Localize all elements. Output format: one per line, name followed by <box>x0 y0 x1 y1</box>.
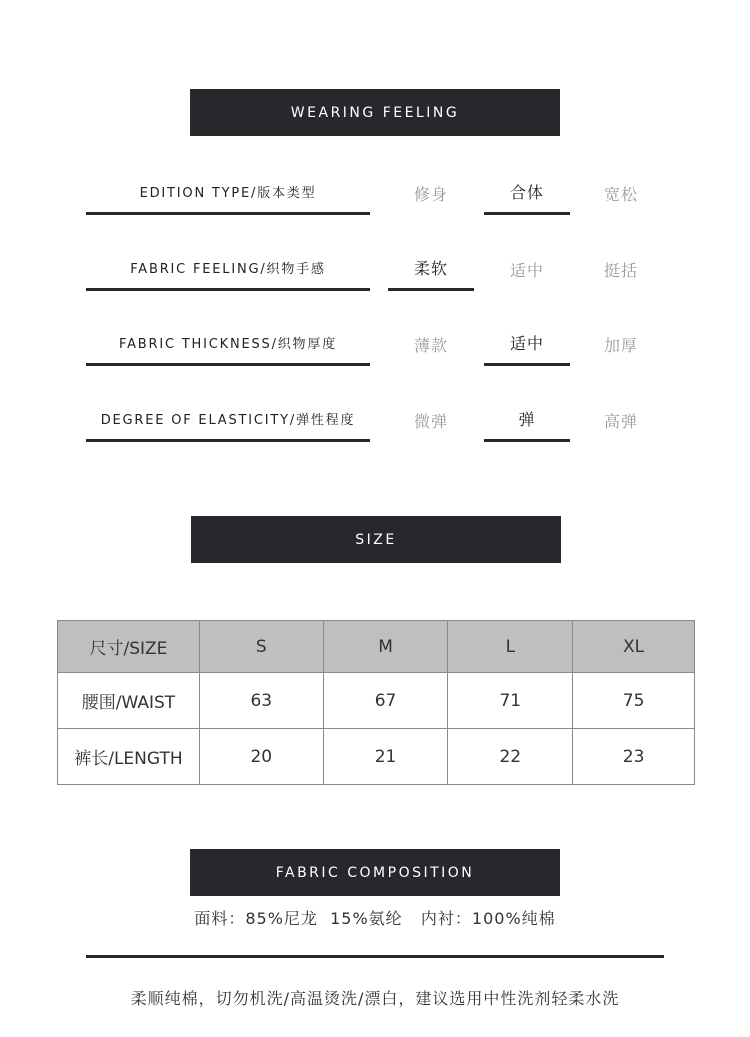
size-cell: 20 <box>199 729 323 785</box>
feeling-option: 宽松 <box>603 184 638 204</box>
feeling-option-selected: 弹 <box>484 398 570 442</box>
table-row <box>58 673 695 729</box>
feeling-option-selected: 合体 <box>484 171 570 215</box>
divider <box>86 955 664 958</box>
feeling-option: 挺括 <box>603 260 638 280</box>
feeling-row-edition-type <box>0 171 750 215</box>
feeling-option: 修身 <box>413 184 448 204</box>
size-header-cell: 尺寸/SIZE <box>58 621 200 673</box>
feeling-row-elasticity <box>0 398 750 442</box>
size-header-cell: S <box>199 621 323 673</box>
feeling-row-fabric-feeling <box>0 247 750 291</box>
size-table-header-row <box>58 621 695 673</box>
size-header-cell: L <box>448 621 573 673</box>
table-row <box>58 729 695 785</box>
composition-text: 面料：85%尼龙 15%氨纶 内衬：100%纯棉 <box>194 909 556 928</box>
feeling-label: DEGREE OF ELASTICITY/弹性程度 <box>86 398 370 442</box>
size-cell: 63 <box>199 673 323 729</box>
size-cell: 裤长/LENGTH <box>58 729 200 785</box>
size-banner: SIZE <box>191 516 561 563</box>
feeling-option-selected: 柔软 <box>388 247 474 291</box>
feeling-row-fabric-thickness <box>0 322 750 366</box>
feeling-option: 加厚 <box>603 335 638 355</box>
size-cell: 21 <box>323 729 448 785</box>
size-cell: 67 <box>323 673 448 729</box>
size-cell: 75 <box>573 673 695 729</box>
feeling-option: 微弹 <box>413 411 448 431</box>
size-cell: 71 <box>448 673 573 729</box>
size-header-cell: XL <box>573 621 695 673</box>
fabric-composition-banner: FABRIC COMPOSITION <box>190 849 560 896</box>
feeling-option: 薄款 <box>413 335 448 355</box>
size-cell: 腰围/WAIST <box>58 673 200 729</box>
feeling-label: FABRIC THICKNESS/织物厚度 <box>86 322 370 366</box>
size-table <box>57 620 695 785</box>
wearing-feeling-banner: WEARING FEELING <box>190 89 560 136</box>
size-cell: 23 <box>573 729 695 785</box>
care-instructions: 柔顺纯棉，切勿机洗/高温烫洗/漂白，建议选用中性洗剂轻柔水洗 <box>130 989 620 1008</box>
feeling-label: EDITION TYPE/版本类型 <box>86 171 370 215</box>
size-cell: 22 <box>448 729 573 785</box>
feeling-option-selected: 适中 <box>484 322 570 366</box>
feeling-option: 高弹 <box>603 411 638 431</box>
feeling-option: 适中 <box>509 260 544 280</box>
size-header-cell: M <box>323 621 448 673</box>
feeling-label: FABRIC FEELING/织物手感 <box>86 247 370 291</box>
